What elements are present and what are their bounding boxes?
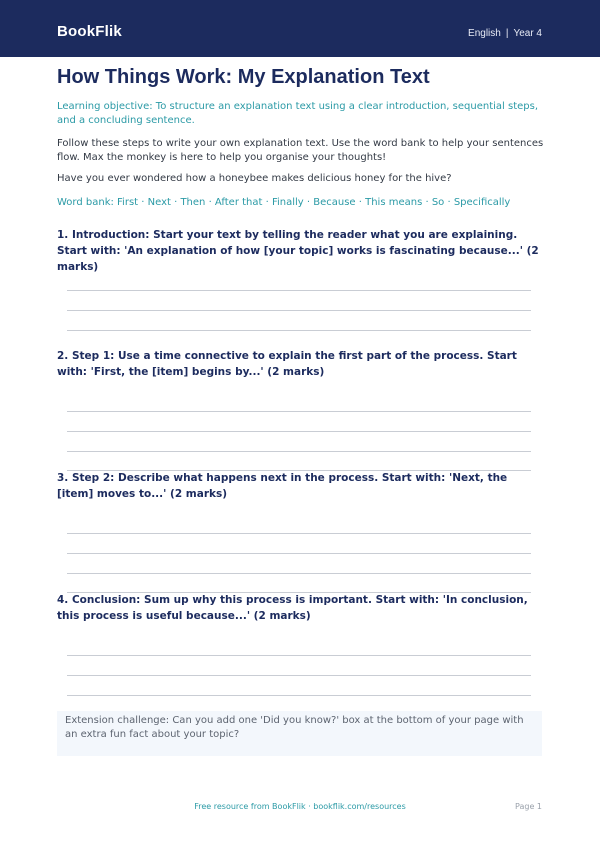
answer-line[interactable] [67, 655, 531, 656]
answer-line[interactable] [67, 330, 531, 331]
word-bank: Word bank: First · Next · Then · After that · Finally · Because · This means · So · Specifically [57, 197, 511, 208]
extension-challenge-text: Extension challenge: Can you add one 'Did you know?' box at the bottom of your page with an extra fun fact about your topic? [65, 715, 524, 740]
year-label: Year 4 [513, 28, 542, 39]
answer-line[interactable] [67, 675, 531, 676]
extension-challenge-box [57, 711, 542, 756]
hook-question: Have you ever wondered how a honeybee makes delicious honey for the hive? [57, 173, 452, 184]
brand-logo-text: BookFlik [57, 23, 122, 40]
answer-line[interactable] [67, 533, 531, 534]
subject-year-label [468, 28, 542, 39]
page-number: Page 1 [515, 802, 542, 811]
answer-line[interactable] [67, 451, 531, 452]
question-3: 3. Step 2: Describe what happens next in the process. Start with: 'Next, the [item] moves to...' (2 marks) [57, 472, 508, 500]
answer-line[interactable] [67, 411, 531, 412]
answer-line[interactable] [67, 310, 531, 311]
page-header [0, 0, 600, 57]
answer-line[interactable] [67, 553, 531, 554]
page-title: How Things Work: My Explanation Text [57, 66, 430, 88]
learning-objective: Learning objective: To structure an explanation text using a clear introduction, sequential steps, and a concluding sentence. [57, 101, 539, 126]
question-4: 4. Conclusion: Sum up why this process is important. Start with: 'In conclusion, this process is useful because...' (2 marks) [57, 594, 528, 622]
answer-line[interactable] [67, 431, 531, 432]
question-1: 1. Introduction: Start your text by telling the reader what you are explaining. Start with: 'An explanation of how [your topic] works is fascinating because...' (2 marks) [57, 229, 539, 273]
subject-label: English [468, 28, 501, 39]
header-separator: | [505, 28, 509, 39]
answer-line[interactable] [67, 573, 531, 574]
instructions-text: Follow these steps to write your own explanation text. Use the word bank to help your sentences flow. Max the monkey is here to help you organise your thoughts! [57, 138, 544, 163]
footer-credit: Free resource from BookFlik · bookflik.com/resources [194, 802, 406, 811]
question-2: 2. Step 1: Use a time connective to explain the first part of the process. Start with: 'First, the [item] begins by...' (2 marks) [57, 350, 517, 378]
answer-line[interactable] [67, 695, 531, 696]
answer-line[interactable] [67, 290, 531, 291]
